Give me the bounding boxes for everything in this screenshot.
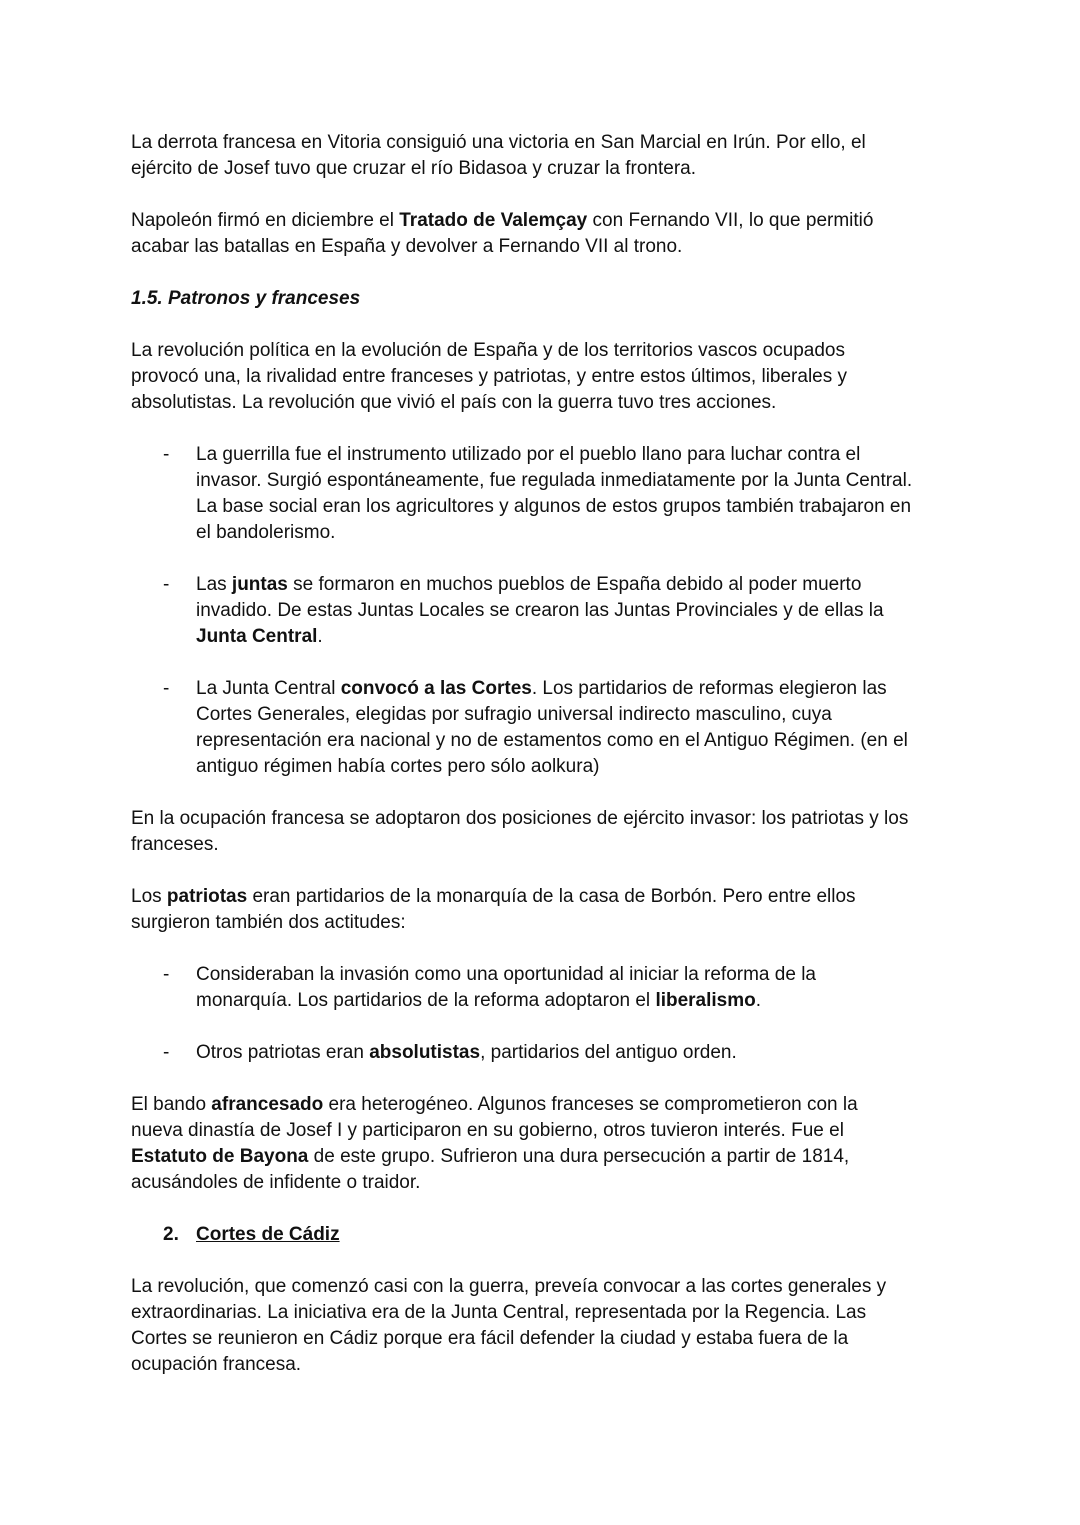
text-run: representación era nacional y no de estamentos como en el Antiguo Régimen. (en el [196, 730, 908, 751]
text-line [196, 442, 971, 468]
bullet-item [131, 962, 971, 1014]
bold-text: Junta Central [196, 626, 318, 647]
text-line [131, 1092, 971, 1118]
text-line [131, 884, 971, 910]
text-run: La guerrilla fue el instrumento utilizado por el pueblo llano para luchar contra el [196, 444, 861, 465]
text-line [196, 988, 971, 1014]
bold-text: afrancesado [211, 1094, 324, 1115]
text-run: Consideraban la invasión como una oportunidad al iniciar la reforma de la [196, 964, 816, 985]
text-run: acusándoles de infidente o traidor. [131, 1172, 421, 1193]
text-run: era heterogéneo. Algunos franceses se comprometieron con la [323, 1094, 858, 1115]
text-line [196, 494, 971, 520]
bullet-item [131, 676, 971, 780]
paragraph [131, 806, 971, 858]
text-run: franceses. [131, 834, 219, 855]
section-title-row [131, 1222, 971, 1248]
bullet-item [131, 1040, 971, 1066]
text-run: Cortes se reunieron en Cádiz porque era fácil defender la ciudad y estaba fuera de la [131, 1328, 849, 1349]
paragraph [131, 208, 971, 260]
section-number: 2. [163, 1224, 179, 1245]
paragraph [131, 130, 971, 182]
text-line [196, 598, 971, 624]
text-run: . [755, 990, 762, 1011]
text-line [196, 572, 971, 598]
text-line [131, 1326, 971, 1352]
text-run: se formaron en muchos pueblos de España debido al poder muerto [287, 574, 862, 595]
paragraph [131, 884, 971, 936]
bullet-dash: - [163, 964, 170, 985]
text-line [196, 962, 971, 988]
text-line [131, 390, 971, 416]
text-line [196, 1040, 971, 1066]
text-line [131, 910, 971, 936]
bullet-item [131, 572, 971, 650]
bullet-item [131, 442, 971, 546]
text-run: provocó una, la rivalidad entre franceses y patriotas, y entre estos últimos, liberales y [131, 366, 848, 387]
text-line [131, 234, 971, 260]
document-page [131, 130, 971, 1404]
text-line [196, 728, 971, 754]
text-line [131, 364, 971, 390]
text-line [131, 1274, 971, 1300]
text-line [196, 624, 971, 650]
text-run: En la ocupación francesa se adoptaron dos posiciones de ejército invasor: los patriotas y los [131, 808, 909, 829]
bullet-dash: - [163, 678, 170, 699]
paragraph [131, 1092, 971, 1196]
text-run: con Fernando VII, lo que permitió [587, 210, 874, 231]
text-run: La revolución, que comenzó casi con la guerra, preveía convocar a las cortes generales y [131, 1276, 887, 1297]
text-run: ocupación francesa. [131, 1354, 302, 1375]
bold-text: Tratado de Valemçay [399, 210, 588, 231]
bold-text: convocó a las Cortes [340, 678, 532, 699]
text-line [131, 1352, 971, 1378]
text-run: antiguo régimen había cortes pero sólo aolkura) [196, 756, 600, 777]
bold-text: patriotas [166, 886, 248, 907]
bullet-dash: - [163, 444, 170, 465]
text-line [196, 754, 971, 780]
text-run: nueva dinastía de Josef I y participaron en su gobierno, otros tuvieron interés. Fue el [131, 1120, 844, 1141]
text-run: ejército de Josef tuvo que cruzar el río Bidasoa y cruzar la frontera. [131, 158, 696, 179]
text-run: , partidarios del antiguo orden. [480, 1042, 737, 1063]
bold-text: Estatuto de Bayona [131, 1146, 309, 1167]
text-run: El bando [131, 1094, 212, 1115]
bold-text: absolutistas [369, 1042, 481, 1063]
text-run: extraordinarias. La iniciativa era de la Junta Central, representada por la Regencia. Las [131, 1302, 867, 1323]
text-line [196, 468, 971, 494]
text-run: La Junta Central [196, 678, 341, 699]
bold-text: juntas [231, 574, 288, 595]
text-run: invasor. Surgió espontáneamente, fue regulada inmediatamente por la Junta Central. [196, 470, 913, 491]
paragraph [131, 338, 971, 416]
text-run: surgieron también dos actitudes: [131, 912, 406, 933]
text-run: Otros patriotas eran [196, 1042, 370, 1063]
text-line [131, 338, 971, 364]
bullet-dash: - [163, 574, 170, 595]
text-run: . [317, 626, 323, 647]
text-line [196, 520, 971, 546]
text-line [131, 1170, 971, 1196]
text-run: La revolución política en la evolución de España y de los territorios vascos ocupados [131, 340, 845, 361]
bold-text: liberalismo [655, 990, 756, 1011]
text-run: acabar las batallas en España y devolver a Fernando VII al trono. [131, 236, 683, 257]
text-line [131, 1118, 971, 1144]
text-run: 1.5. Patronos y franceses [131, 288, 361, 309]
text-line [131, 286, 971, 312]
text-run: absolutistas. La revolución que vivió el país con la guerra tuvo tres acciones. [131, 392, 777, 413]
text-run: Napoleón firmó en diciembre el [131, 210, 400, 231]
paragraph [131, 1274, 971, 1378]
text-run: eran partidarios de la monarquía de la casa de Borbón. Pero entre ellos [247, 886, 856, 907]
text-line [131, 806, 971, 832]
text-run: de este grupo. Sufrieron una dura persecución a partir de 1814, [308, 1146, 850, 1167]
text-run: La derrota francesa en Vitoria consiguió una victoria en San Marcial en Irún. Por ello, el [131, 132, 866, 153]
bullet-dash: - [163, 1042, 170, 1063]
text-run: La base social eran los agricultores y algunos de estos grupos también trabajaron en [196, 496, 912, 517]
section-heading [131, 1222, 971, 1248]
text-line [131, 156, 971, 182]
text-run: Las [196, 574, 232, 595]
text-line [131, 1300, 971, 1326]
text-line [196, 676, 971, 702]
text-run: Los [131, 886, 167, 907]
section-title: Cortes de Cádiz [196, 1224, 340, 1245]
text-run: Cortes Generales, elegidas por sufragio universal indirecto masculino, cuya [196, 704, 832, 725]
text-line [131, 832, 971, 858]
text-line [196, 702, 971, 728]
text-line [131, 130, 971, 156]
text-run: monarquía. Los partidarios de la reforma adoptaron el [196, 990, 656, 1011]
text-line [131, 208, 971, 234]
text-run: el bandolerismo. [196, 522, 336, 543]
text-run: . Los partidarios de reformas elegieron las [531, 678, 887, 699]
text-run: invadido. De estas Juntas Locales se crearon las Juntas Provinciales y de ellas la [196, 600, 884, 621]
subsection-heading [131, 286, 971, 312]
text-line [131, 1144, 971, 1170]
